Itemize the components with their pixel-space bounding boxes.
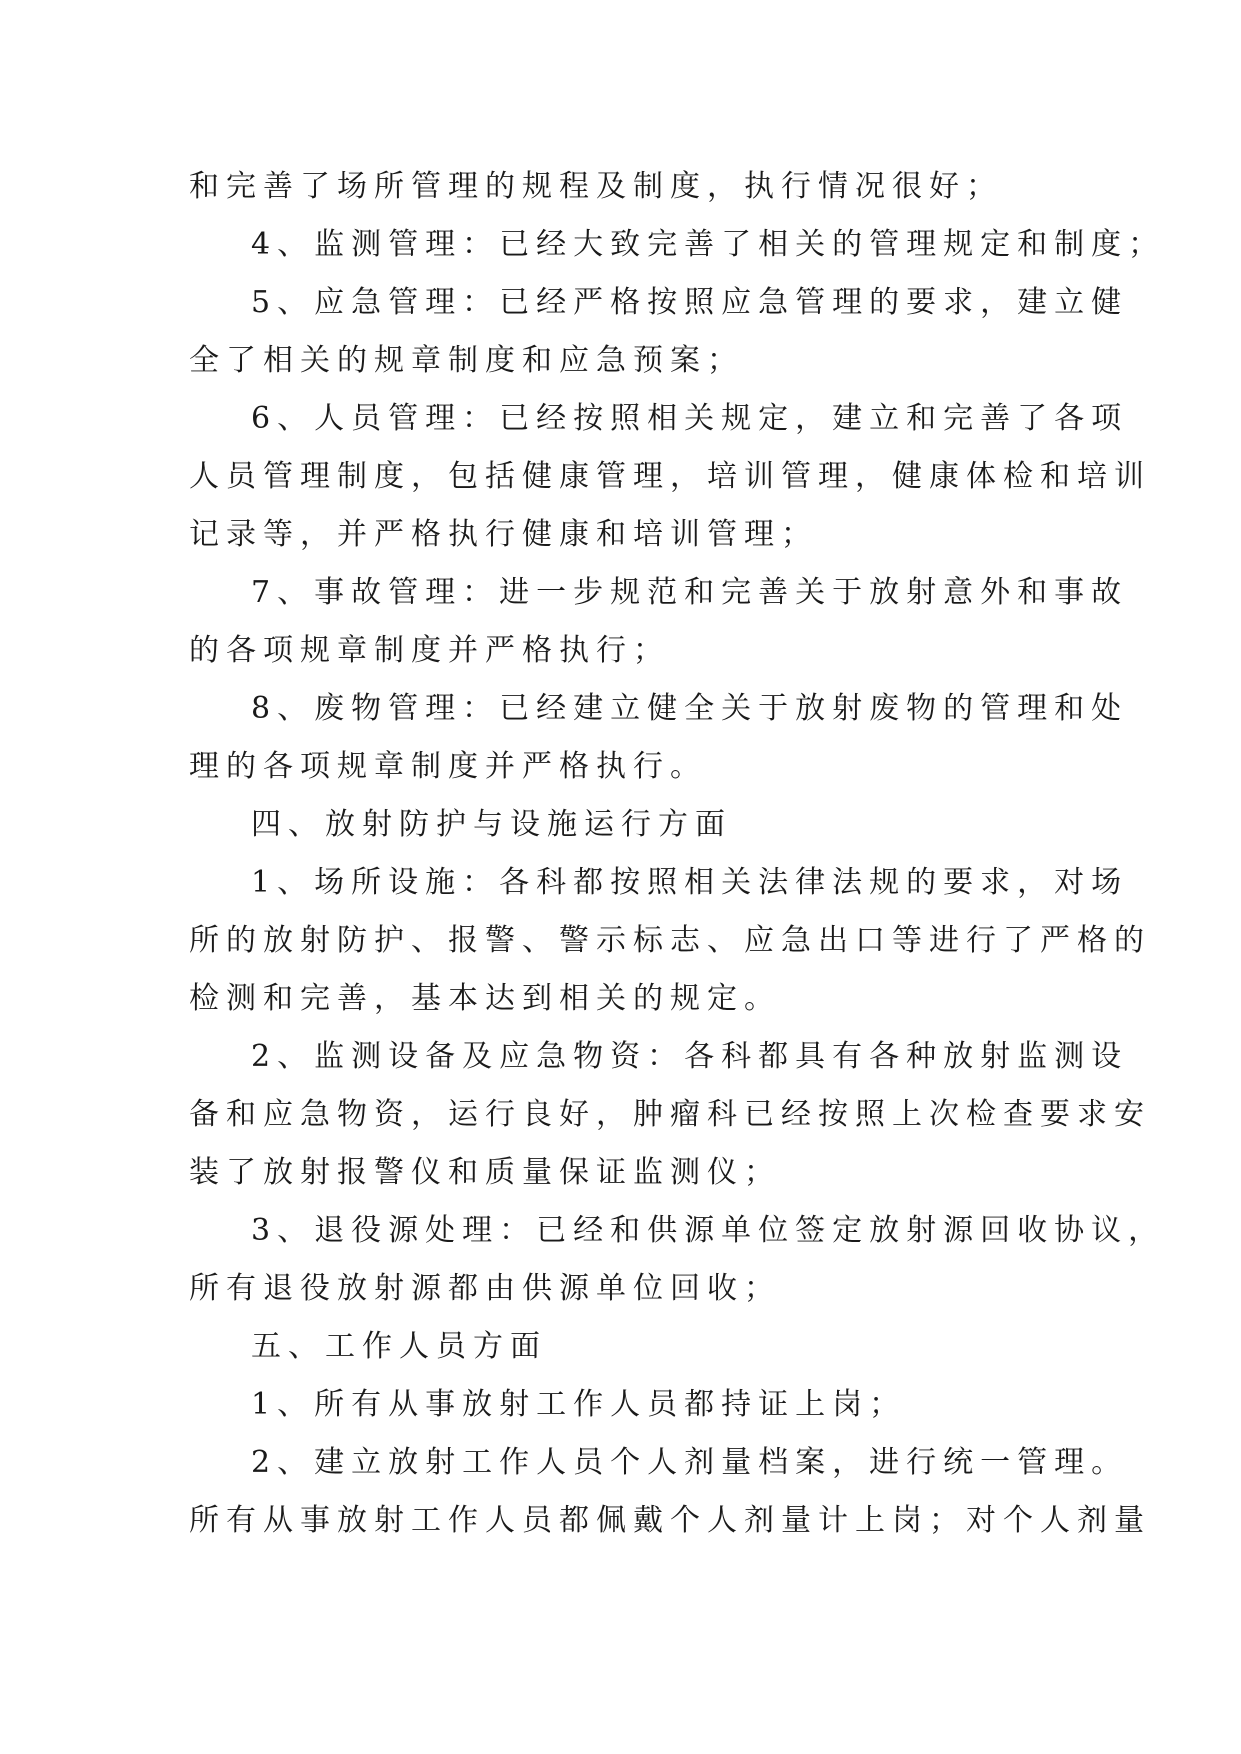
text-line: 备和应急物资，运行良好，肿瘤科已经按照上次检查要求安 <box>189 1097 1151 1132</box>
text-line: 和完善了场所管理的规程及制度，执行情况很好； <box>189 169 1003 204</box>
document-body <box>189 158 1166 1550</box>
text-line: 6、人员管理：已经按照相关规定，建立和完善了各项 <box>251 401 1129 436</box>
text-line: 1、场所设施：各科都按照相关法律法规的要求，对场 <box>251 865 1129 900</box>
text-line: 全了相关的规章制度和应急预案； <box>189 343 744 378</box>
section-heading: 四、放射防护与设施运行方面 <box>251 807 732 842</box>
text-line: 2、建立放射工作人员个人剂量档案，进行统一管理。 <box>251 1445 1129 1480</box>
text-line: 装了放射报警仪和质量保证监测仪； <box>189 1155 781 1190</box>
section-heading: 五、工作人员方面 <box>251 1329 547 1364</box>
text-line: 记录等，并严格执行健康和培训管理； <box>189 517 818 552</box>
text-line: 2、监测设备及应急物资：各科都具有各种放射监测设 <box>251 1039 1129 1074</box>
text-line: 所有从事放射工作人员都佩戴个人剂量计上岗；对个人剂量 <box>189 1503 1151 1538</box>
text-line: 7、事故管理：进一步规范和完善关于放射意外和事故 <box>251 575 1129 610</box>
text-line: 4、监测管理：已经大致完善了相关的管理规定和制度； <box>251 227 1166 262</box>
text-line: 人员管理制度，包括健康管理，培训管理，健康体检和培训 <box>189 459 1151 494</box>
text-line: 1、所有从事放射工作人员都持证上岗； <box>251 1387 907 1422</box>
text-line: 所有退役放射源都由供源单位回收； <box>189 1271 781 1306</box>
text-line: 所的放射防护、报警、警示标志、应急出口等进行了严格的 <box>189 923 1151 958</box>
text-line: 3、退役源处理：已经和供源单位签定放射源回收协议， <box>251 1213 1166 1248</box>
text-line: 8、废物管理：已经建立健全关于放射废物的管理和处 <box>251 691 1129 726</box>
text-line: 5、应急管理：已经严格按照应急管理的要求，建立健 <box>251 285 1129 320</box>
text-line: 的各项规章制度并严格执行； <box>189 633 670 668</box>
text-line: 检测和完善，基本达到相关的规定。 <box>189 981 781 1016</box>
text-line: 理的各项规章制度并严格执行。 <box>189 749 707 784</box>
